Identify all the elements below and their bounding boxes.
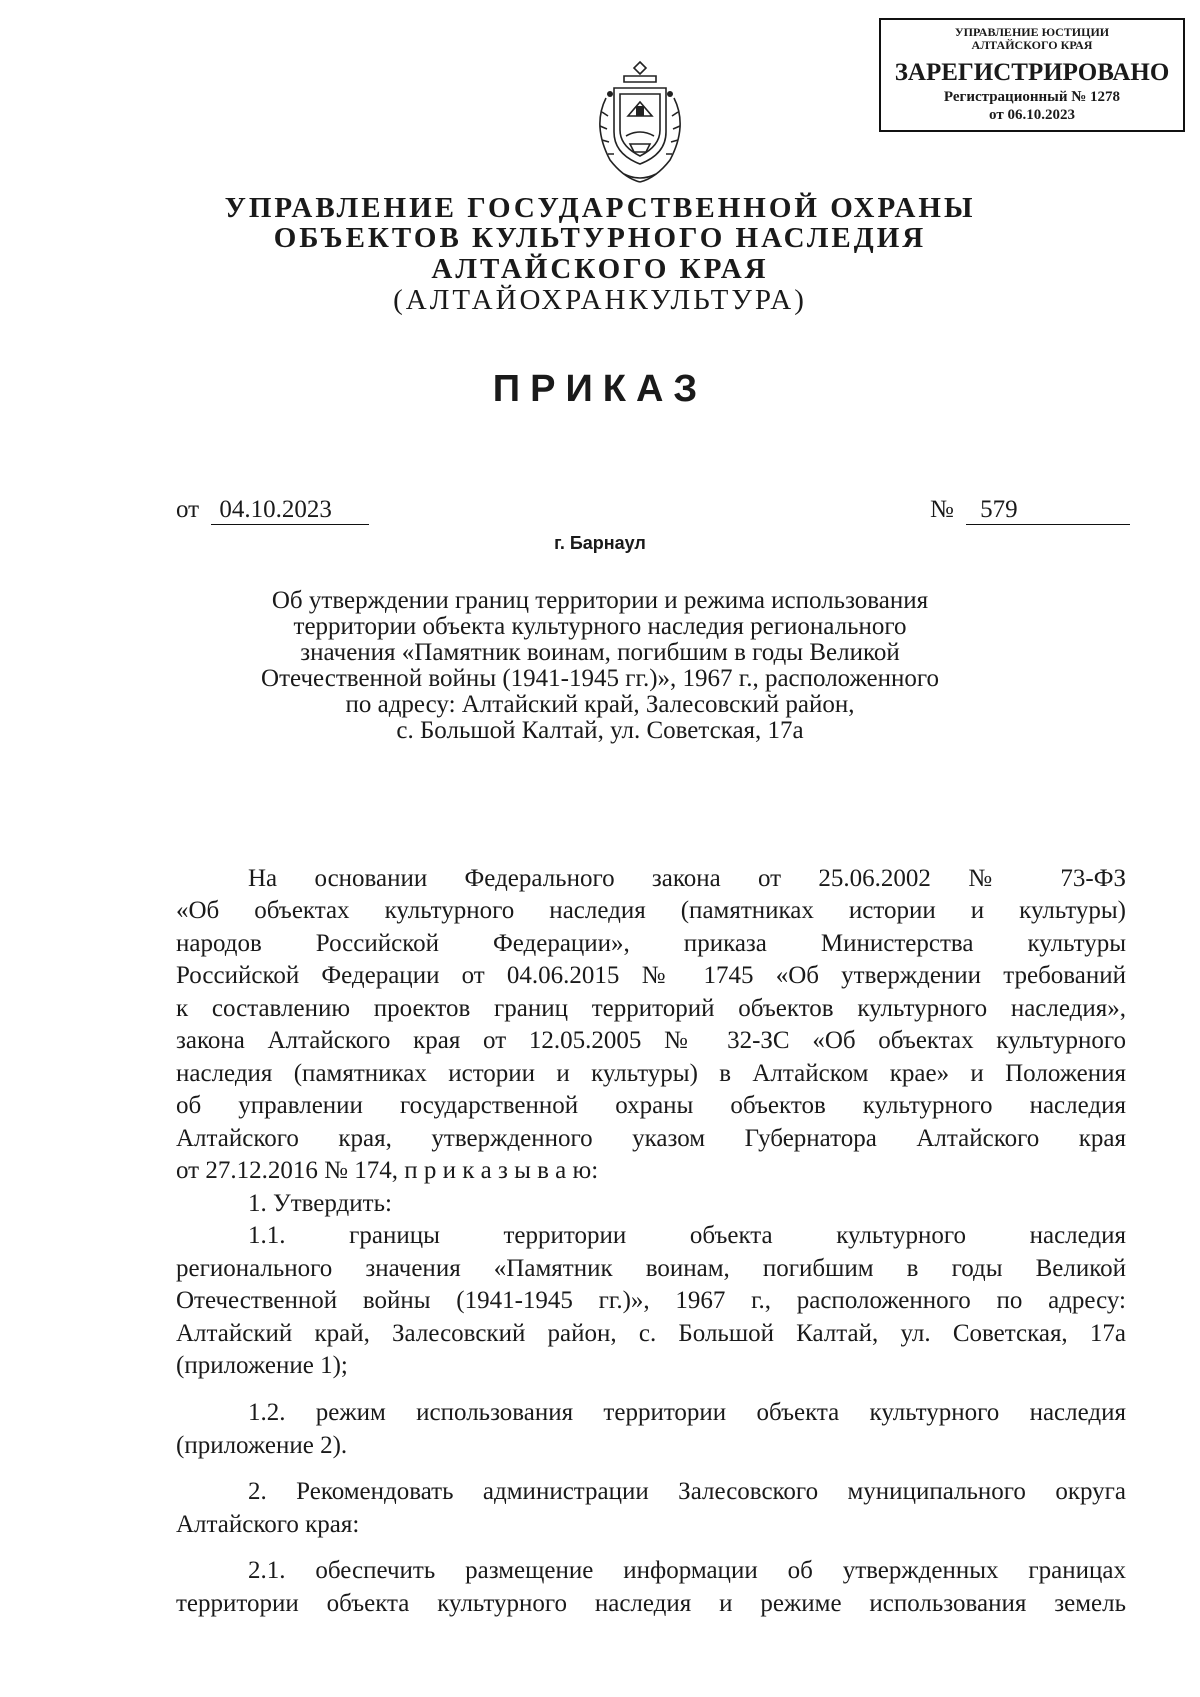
stamp-authority-line1: УПРАВЛЕНИЕ ЮСТИЦИИ bbox=[954, 25, 1110, 39]
date-prefix: от bbox=[176, 496, 200, 523]
body-line: Отечественной войны (1941-1945 гг.)», 1967 г., расположенного по адресу: bbox=[176, 1287, 1126, 1314]
body-line: народов Российской Федерации», приказа Министерства культуры bbox=[176, 930, 1126, 957]
org-name-line3: АЛТАЙСКОГО КРАЯ bbox=[431, 253, 769, 285]
clause-1: 1. Утвердить: bbox=[248, 1190, 392, 1217]
body-line: «Об объектах культурного наследия (памятниках истории и культуры) bbox=[176, 897, 1126, 924]
date-value: 04.10.2023 bbox=[211, 496, 369, 525]
body-line: На основании Федерального закона от 25.06.2002 № 73-ФЗ bbox=[248, 865, 1126, 892]
body-line: Алтайский край, Залесовский район, с. Большой Калтай, ул. Советская, 17а bbox=[176, 1320, 1126, 1347]
body-line: (приложение 1); bbox=[176, 1352, 348, 1379]
body-line: Алтайского края: bbox=[176, 1511, 360, 1538]
body-line: наследия (памятниках истории и культуры) в Алтайском крае» и Положения bbox=[176, 1060, 1126, 1087]
body-line: Алтайского края, утвержденного указом Губернатора Алтайского края bbox=[176, 1125, 1126, 1152]
org-name-line1: УПРАВЛЕНИЕ ГОСУДАРСТВЕННОЙ ОХРАНЫ bbox=[224, 192, 976, 224]
body-line: закона Алтайского края от 12.05.2005 № 32-ЗС «Об объектах культурного bbox=[176, 1027, 1126, 1054]
coat-of-arms-icon bbox=[584, 58, 696, 186]
subject-line: территории объекта культурного наследия регионального bbox=[293, 613, 907, 640]
clause-2-1: 2.1. обеспечить размещение информации об утвержденных границах bbox=[248, 1557, 1126, 1584]
stamp-reg-number: Регистрационный № 1278 bbox=[943, 89, 1121, 105]
number-prefix: № bbox=[930, 496, 954, 523]
order-subject bbox=[0, 588, 1200, 744]
body-line: к составлению проектов границ территорий объектов культурного наследия», bbox=[176, 995, 1126, 1022]
org-name-line2: ОБЪЕКТОВ КУЛЬТУРНОГО НАСЛЕДИЯ bbox=[273, 222, 927, 254]
body-line: территории объекта культурного наследия и режиме использования земель bbox=[176, 1590, 1126, 1617]
body-line: Российской Федерации от 04.06.2015 № 1745 «Об утверждении требований bbox=[176, 962, 1126, 989]
number-value: 579 bbox=[966, 496, 1130, 525]
body-line: регионального значения «Памятник воинам, погибшим в годы Великой bbox=[176, 1255, 1126, 1282]
document-type: ПРИКАЗ bbox=[492, 368, 708, 410]
subject-line: с. Большой Калтай, ул. Советская, 17а bbox=[396, 717, 804, 744]
clause-1-2: 1.2. режим использования территории объекта культурного наследия bbox=[248, 1399, 1126, 1426]
clause-2: 2. Рекомендовать администрации Залесовского муниципального округа bbox=[248, 1478, 1126, 1505]
subject-line: Об утверждении границ территории и режима использования bbox=[271, 587, 929, 614]
stamp-authority-line2: АЛТАЙСКОГО КРАЯ bbox=[971, 38, 1093, 52]
registration-stamp bbox=[879, 18, 1185, 132]
subject-line: по адресу: Алтайский край, Залесовский район, bbox=[345, 691, 855, 718]
body-line: (приложение 2). bbox=[176, 1432, 348, 1459]
subject-line: значения «Памятник воинам, погибшим в годы Великой bbox=[300, 639, 900, 666]
subject-line: Отечественной войны (1941-1945 гг.)», 1967 г., расположенного bbox=[261, 665, 939, 692]
order-date bbox=[176, 496, 369, 525]
order-number bbox=[930, 496, 1130, 525]
body-line: об управлении государственной охраны объектов культурного наследия bbox=[176, 1092, 1126, 1119]
city: г. Барнаул bbox=[554, 533, 646, 553]
stamp-status: ЗАРЕГИСТРИРОВАНО bbox=[894, 59, 1170, 86]
body-line: от 27.12.2016 № 174, п р и к а з ы в а ю: bbox=[176, 1157, 599, 1184]
org-short-name: (АЛТАЙОХРАНКУЛЬТУРА) bbox=[393, 284, 807, 316]
clause-1-1: 1.1. границы территории объекта культурного наследия bbox=[248, 1222, 1126, 1249]
stamp-reg-date: от 06.10.2023 bbox=[989, 107, 1075, 123]
